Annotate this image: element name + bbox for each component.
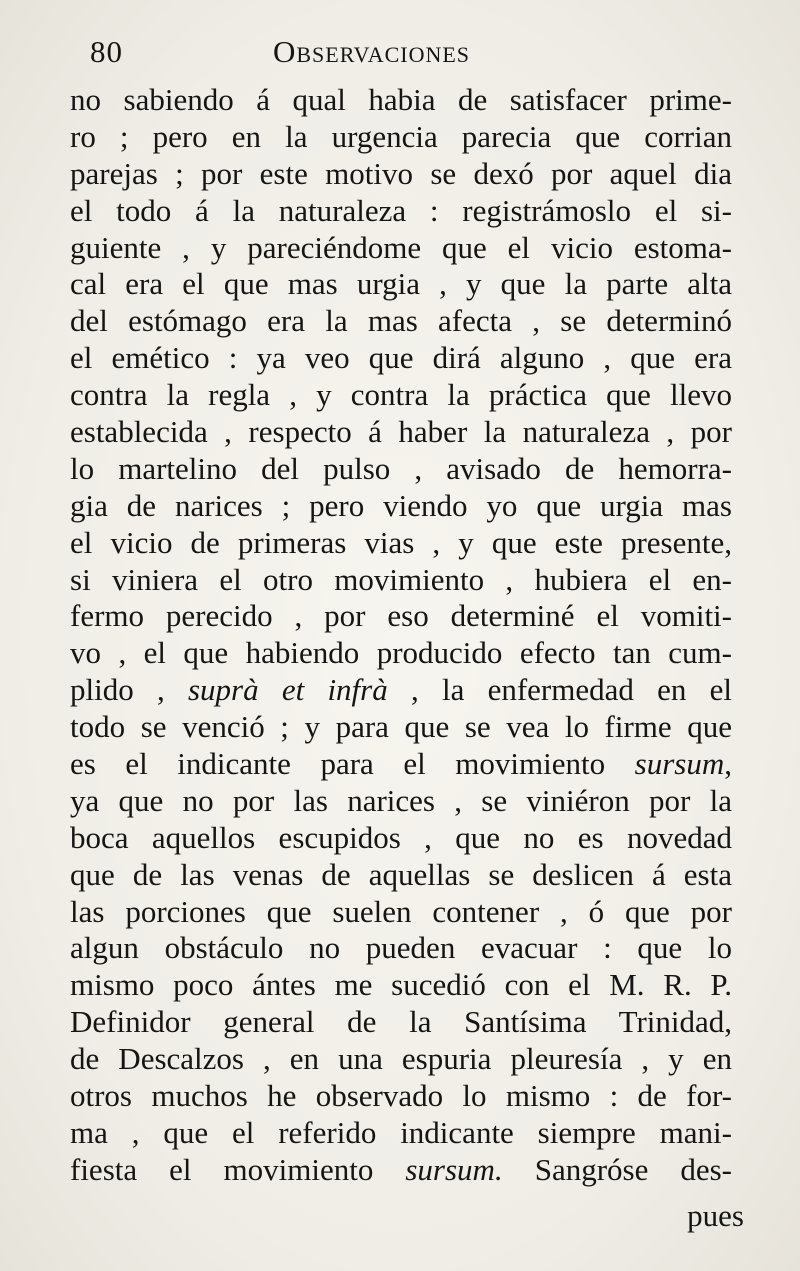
text-line: parejas ; por este motivo se dexó por aquel dia <box>70 155 732 191</box>
text-run: plido , <box>70 672 188 708</box>
text-line: mismo poco ántes me sucedió con el M. R. P. <box>70 967 732 1003</box>
text-line: de Descalzos , en una espuria pleuresía , y en <box>70 1041 732 1077</box>
text-line: el emético : ya veo que dirá alguno , que era <box>70 340 732 376</box>
text-line: gia de narices ; pero viendo yo que urgia mas <box>70 487 732 523</box>
text-line: lo martelino del pulso , avisado de hemorra- <box>70 450 732 486</box>
text-line: cal era el que mas urgia , y que la parte alta <box>70 266 732 302</box>
text-line: establecida , respecto á haber la naturaleza , por <box>70 414 732 450</box>
text-line <box>70 1152 732 1189</box>
italic-phrase: suprà et infrà <box>187 672 388 708</box>
text-line: que de las venas de aquellas se deslicen á esta <box>70 856 732 892</box>
text-run: fiesta el movimiento <box>70 1151 406 1187</box>
text-line: algun obstáculo no pueden evacuar : que lo <box>70 930 732 966</box>
running-head: Observaciones <box>273 34 471 69</box>
body-text <box>70 82 732 1189</box>
page-header <box>90 34 530 74</box>
text-run: es el indicante para el movimiento <box>70 746 635 782</box>
text-run: , la enfermedad en el <box>387 672 732 708</box>
text-line: no sabiendo á qual habia de satisfacer prime- <box>70 82 732 117</box>
text-line: ro ; pero en la urgencia parecia que corrian <box>70 118 732 154</box>
text-line <box>70 746 732 783</box>
text-line: todo se venció ; y para que se vea lo firme que <box>70 709 732 745</box>
text-line: contra la regla , y contra la práctica que llevo <box>70 377 732 413</box>
text-line: Definidor general de la Santísima Trinidad, <box>70 1004 732 1040</box>
text-line: vo , el que habiendo producido efecto tan cum- <box>70 635 732 671</box>
text-line <box>70 672 732 709</box>
text-line: si viniera el otro movimiento , hubiera el en- <box>70 561 732 597</box>
text-run: , <box>724 746 732 782</box>
text-line: guiente , y pareciéndome que el vicio estoma- <box>70 229 732 265</box>
text-line: boca aquellos escupidos , que no es novedad <box>70 819 732 855</box>
text-line: del estómago era la mas afecta , se determinó <box>70 303 732 339</box>
text-line: el vicio de primeras vias , y que este presente, <box>70 524 732 560</box>
text-line: ma , que el referido indicante siempre mani- <box>70 1114 732 1150</box>
catchword: pues <box>687 1198 744 1233</box>
text-line: las porciones que suelen contener , ó que por <box>70 893 732 929</box>
text-line: fermo perecido , por eso determiné el vomiti- <box>70 598 732 634</box>
text-line: el todo á la naturaleza : registrámoslo el si- <box>70 192 732 228</box>
italic-phrase: sursum. <box>405 1151 503 1187</box>
text-line: ya que no por las narices , se viniéron por la <box>70 782 732 818</box>
italic-phrase: sursum <box>634 746 725 782</box>
text-run: Sangróse des- <box>502 1151 732 1187</box>
page-number: 80 <box>90 34 123 69</box>
text-line: otros muchos he observado lo mismo : de for- <box>70 1078 732 1114</box>
